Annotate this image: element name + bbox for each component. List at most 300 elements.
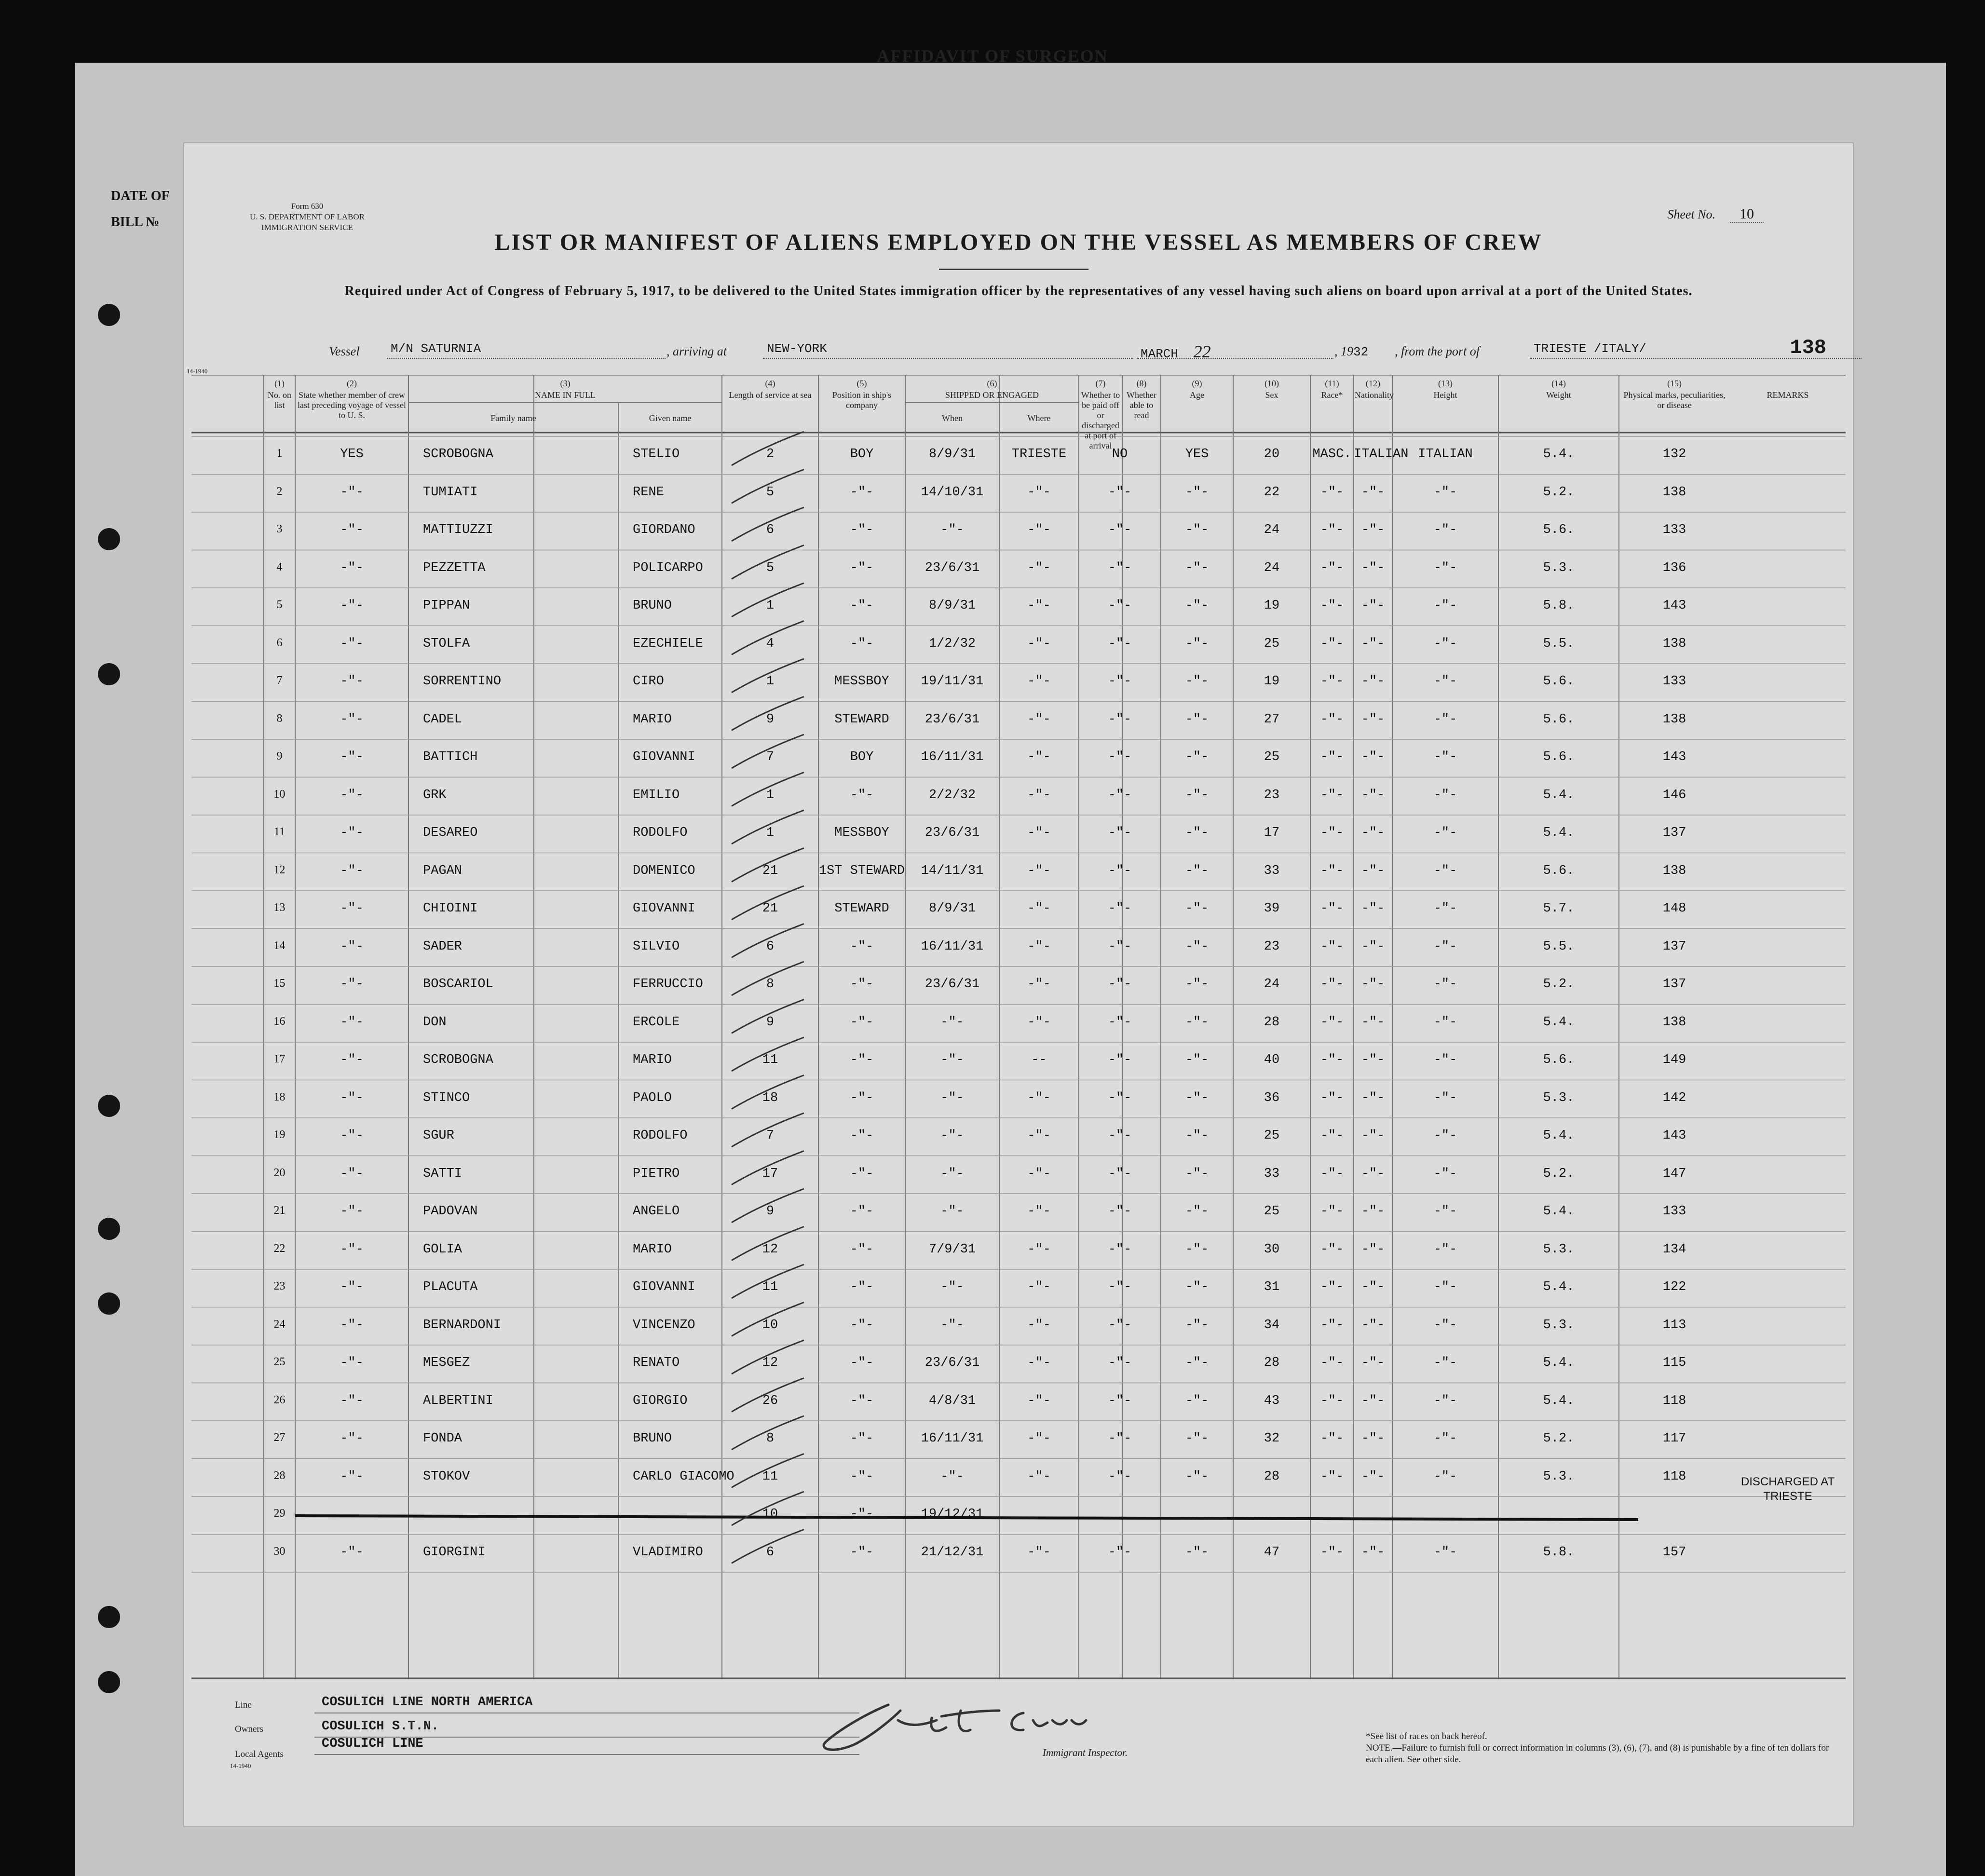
cell-race: -"-: [1361, 788, 1385, 802]
cell-service: 26: [762, 1393, 778, 1408]
cell-position: -"-: [850, 788, 874, 802]
cell-no: 10: [273, 788, 286, 801]
cell-position: -"-: [850, 1318, 874, 1332]
cell-height: 5.2.: [1543, 1166, 1575, 1181]
cell-nationality: -"-: [1433, 1545, 1457, 1560]
cell-given: GIOVANNI: [633, 1280, 695, 1294]
cell-paid: -"-: [1108, 1469, 1132, 1484]
cell-age: 24: [1264, 560, 1280, 575]
sheet-number-label: Sheet No.: [1667, 207, 1715, 221]
cell-prev: -"-: [340, 901, 364, 916]
cell-paid: -"-: [1108, 523, 1132, 537]
cell-read: -"-: [1185, 523, 1209, 537]
cell-race: -"-: [1361, 598, 1385, 613]
cell-family: STOKOV: [423, 1469, 470, 1484]
cell-prev: -"-: [340, 1469, 364, 1484]
cell-service: 9: [766, 1204, 775, 1219]
cell-age: 25: [1264, 1204, 1280, 1219]
column-number: (2): [347, 379, 357, 388]
cell-prev: -"-: [340, 1431, 364, 1446]
cell-paid: -"-: [1108, 826, 1132, 840]
cell-family: CADEL: [423, 712, 462, 727]
cell-age: 34: [1264, 1318, 1280, 1332]
cell-prev: -"-: [340, 674, 364, 689]
cell-given: GIOVANNI: [633, 750, 695, 764]
cell-age: 28: [1264, 1469, 1280, 1484]
cell-sex: -"-: [1320, 1015, 1344, 1030]
sheet-number: [1667, 206, 1764, 222]
form-department: U. S. DEPARTMENT OF LABOR: [250, 212, 365, 221]
cell-age: 19: [1264, 674, 1280, 689]
column-number: (8): [1136, 379, 1147, 388]
cell-paid: -"-: [1108, 636, 1132, 651]
cell-age: 24: [1264, 523, 1280, 537]
column-number: (11): [1325, 379, 1339, 388]
column-header: Physical marks, peculiarities, or disease: [1623, 390, 1726, 410]
arrival-day: 22: [1193, 342, 1211, 361]
cell-given: MARIO: [633, 1242, 672, 1257]
cell-when: -"-: [940, 523, 964, 537]
cell-no: 18: [273, 1090, 286, 1103]
cell-sex: -"-: [1320, 1090, 1344, 1105]
column-number: (4): [765, 379, 775, 388]
cell-read: -"-: [1185, 1469, 1209, 1484]
cell-when: -"-: [940, 1090, 964, 1105]
cell-nationality: -"-: [1433, 901, 1457, 916]
punch-hole: [98, 528, 120, 550]
cell-nationality: -"-: [1433, 1242, 1457, 1257]
stub-bill-label: BILL №: [111, 215, 160, 230]
cell-read: -"-: [1185, 788, 1209, 802]
cell-service: 7: [766, 750, 775, 764]
cell-prev: -"-: [340, 1356, 364, 1370]
cell-read: -"-: [1185, 939, 1209, 954]
column-number: (13): [1438, 379, 1453, 388]
cell-given: DOMENICO: [633, 863, 695, 878]
cell-no: 22: [273, 1242, 286, 1255]
cell-height: 5.3.: [1543, 1242, 1575, 1257]
cell-nationality: -"-: [1433, 1128, 1457, 1143]
cell-paid: -"-: [1108, 1356, 1132, 1370]
cell-where: -"-: [1027, 1015, 1051, 1030]
punch-hole: [98, 1671, 120, 1693]
cell-race: -"-: [1361, 1128, 1385, 1143]
column-header: No. on list: [268, 390, 291, 410]
column-header: State whether member of crew last preceding voyage of vessel to U. S.: [298, 390, 406, 420]
cell-where: -"-: [1027, 674, 1051, 689]
column-number: (15): [1667, 379, 1682, 388]
cell-read: -"-: [1185, 1431, 1209, 1446]
cell-when: 23/6/31: [925, 977, 980, 992]
cell-no: 26: [273, 1393, 286, 1406]
cell-no: 30: [273, 1545, 286, 1558]
cell-height: 5.4.: [1543, 826, 1575, 840]
cell-family: PIPPAN: [423, 598, 470, 613]
cell-paid: -"-: [1108, 1166, 1132, 1181]
form-info: [230, 201, 384, 233]
cell-age: 24: [1264, 977, 1280, 992]
cell-height: 5.2.: [1543, 485, 1575, 500]
footer-code: 14-1940: [230, 1762, 251, 1769]
cell-weight: 136: [1662, 560, 1686, 575]
cell-given: RODOLFO: [633, 826, 688, 840]
cell-age: 23: [1264, 788, 1280, 802]
punch-hole: [98, 1095, 120, 1117]
cell-race: -"-: [1361, 1431, 1385, 1446]
cell-when: -"-: [940, 1280, 964, 1294]
cell-paid: -"-: [1108, 788, 1132, 802]
cell-height: 5.6.: [1543, 863, 1575, 878]
vessel-label: Vessel: [329, 344, 360, 358]
cell-sex: -"-: [1320, 636, 1344, 651]
cell-where: -"-: [1027, 939, 1051, 954]
cell-nationality: -"-: [1433, 636, 1457, 651]
cell-service: 17: [762, 1166, 778, 1181]
cell-family: SCROBOGNA: [423, 447, 493, 462]
punch-hole: [98, 1218, 120, 1240]
cell-sex: -"-: [1320, 939, 1344, 954]
cell-race: -"-: [1361, 485, 1385, 500]
cell-family: PAGAN: [423, 863, 462, 878]
cell-paid: -"-: [1108, 1015, 1132, 1030]
cell-race: -"-: [1361, 1356, 1385, 1370]
form-number: Form 630: [291, 202, 324, 211]
cell-service: 1: [766, 674, 775, 689]
cell-read: -"-: [1185, 1393, 1209, 1408]
agents-label: Local Agents: [235, 1749, 284, 1759]
cell-race: -"-: [1361, 901, 1385, 916]
cell-given: PIETRO: [633, 1166, 680, 1181]
cell-no: 23: [273, 1280, 286, 1292]
cell-family: ALBERTINI: [423, 1393, 493, 1408]
cell-when: 7/9/31: [928, 1242, 976, 1257]
cell-where: -"-: [1027, 560, 1051, 575]
cell-where: -"-: [1027, 523, 1051, 537]
cell-weight: 143: [1662, 750, 1686, 764]
cell-position: BOY: [850, 447, 874, 462]
cell-paid: -"-: [1108, 1204, 1132, 1219]
cell-read: -"-: [1185, 1545, 1209, 1560]
cell-paid: -"-: [1108, 1128, 1132, 1143]
cell-where: -"-: [1027, 750, 1051, 764]
cell-prev: -"-: [340, 750, 364, 764]
cell-height: 5.4.: [1543, 1280, 1575, 1294]
column-header: Whether to be paid off or discharged at port of arrival: [1081, 390, 1120, 450]
cell-race: -"-: [1361, 636, 1385, 651]
cell-race: -"-: [1361, 863, 1385, 878]
cell-where: -"-: [1027, 598, 1051, 613]
cell-paid: -"-: [1108, 1280, 1132, 1294]
cell-height: 5.6.: [1543, 523, 1575, 537]
cell-family: MATTIUZZI: [423, 523, 493, 537]
cell-age: 33: [1264, 863, 1280, 878]
cell-sex: -"-: [1320, 1204, 1344, 1219]
cell-weight: 118: [1662, 1469, 1686, 1484]
cell-height: 5.8.: [1543, 598, 1575, 613]
cell-sex: -"-: [1320, 674, 1344, 689]
cell-prev: -"-: [340, 939, 364, 954]
cell-prev: -"-: [340, 523, 364, 537]
cell-position: -"-: [850, 636, 874, 651]
affidavit-heading: AFFIDAVIT OF SURGEON: [877, 46, 1108, 66]
cell-when: 8/9/31: [928, 598, 976, 613]
cell-service: 11: [762, 1469, 778, 1484]
column-number: (6): [987, 379, 997, 388]
cell-height: 5.4.: [1543, 447, 1575, 462]
column-header: Length of service at sea: [729, 390, 812, 400]
cell-given: PAOLO: [633, 1090, 672, 1105]
cell-race: -"-: [1361, 826, 1385, 840]
cell-where: --: [1031, 1053, 1047, 1067]
cell-height: 5.6.: [1543, 1053, 1575, 1067]
cell-where: -"-: [1027, 636, 1051, 651]
cell-no: 12: [273, 863, 286, 876]
cell-when: 23/6/31: [925, 826, 980, 840]
cell-paid: -"-: [1108, 1545, 1132, 1560]
cell-given: CARLO GIACOMO: [633, 1469, 734, 1484]
cell-where: -"-: [1027, 1280, 1051, 1294]
cell-age: 28: [1264, 1015, 1280, 1030]
cell-height: 5.8.: [1543, 1545, 1575, 1560]
owners-label: Owners: [235, 1724, 264, 1734]
cell-nationality: -"-: [1433, 1053, 1457, 1067]
cell-where: -"-: [1027, 1356, 1051, 1370]
cell-prev: -"-: [340, 977, 364, 992]
cell-weight: 149: [1662, 1053, 1686, 1067]
cell-family: SADER: [423, 939, 462, 954]
page-number: 138: [1790, 336, 1826, 359]
cell-race: -"-: [1361, 1015, 1385, 1030]
cell-service: 8: [766, 1431, 775, 1446]
cell-service: 6: [766, 523, 775, 537]
cell-where: -"-: [1027, 1166, 1051, 1181]
cell-when: -"-: [940, 1469, 964, 1484]
arriving-label: , arriving at: [666, 344, 727, 358]
cell-service: 6: [766, 1545, 775, 1560]
cell-where: -"-: [1027, 788, 1051, 802]
punch-hole: [98, 1292, 120, 1315]
cell-race: -"-: [1361, 1393, 1385, 1408]
cell-remarks: DISCHARGED AT TRIESTE: [1740, 1475, 1835, 1503]
cell-position: -"-: [850, 1242, 874, 1257]
cell-position: 1ST STEWARD: [818, 863, 905, 878]
year-label: [1334, 344, 1368, 359]
cell-read: -"-: [1185, 712, 1209, 727]
cell-where: -"-: [1027, 901, 1051, 916]
cell-sex: -"-: [1320, 750, 1344, 764]
cell-weight: 143: [1662, 598, 1686, 613]
cell-read: -"-: [1185, 826, 1209, 840]
cell-given: GIORGIO: [633, 1393, 688, 1408]
cell-weight: 148: [1662, 901, 1686, 916]
cell-service: 18: [762, 1090, 778, 1105]
cell-given: BRUNO: [633, 1431, 672, 1446]
cell-service: 1: [766, 826, 775, 840]
cell-paid: -"-: [1108, 901, 1132, 916]
year-prefix: , 19: [1334, 344, 1353, 358]
cell-race: -"-: [1361, 939, 1385, 954]
cell-read: YES: [1185, 447, 1209, 462]
cell-nationality: -"-: [1433, 674, 1457, 689]
cell-nationality: -"-: [1433, 1356, 1457, 1370]
cell-nationality: -"-: [1433, 939, 1457, 954]
column-subheader: Given name: [649, 413, 692, 423]
cell-weight: 115: [1662, 1356, 1686, 1370]
cell-race: -"-: [1361, 1280, 1385, 1294]
cell-no: 27: [273, 1431, 286, 1444]
cell-nationality: -"-: [1433, 750, 1457, 764]
cell-prev: -"-: [340, 1053, 364, 1067]
line-label: Line: [235, 1700, 252, 1710]
cell-prev: -"-: [340, 636, 364, 651]
cell-family: PEZZETTA: [423, 560, 486, 575]
cell-position: -"-: [850, 1166, 874, 1181]
cell-given: VLADIMIRO: [633, 1545, 703, 1560]
vessel-name: M/N SATURNIA: [387, 341, 666, 359]
column-header: Weight: [1546, 390, 1571, 400]
cell-age: 25: [1264, 636, 1280, 651]
cell-prev: -"-: [340, 598, 364, 613]
cell-given: EMILIO: [633, 788, 680, 802]
cell-when: 23/6/31: [925, 712, 980, 727]
cell-nationality: -"-: [1433, 1431, 1457, 1446]
cell-weight: 147: [1662, 1166, 1686, 1181]
cell-paid: -"-: [1108, 1431, 1132, 1446]
cell-given: CIRO: [633, 674, 664, 689]
cell-where: -"-: [1027, 1090, 1051, 1105]
cell-paid: -"-: [1108, 1090, 1132, 1105]
cell-age: 28: [1264, 1356, 1280, 1370]
cell-race: -"-: [1361, 523, 1385, 537]
cell-read: -"-: [1185, 1242, 1209, 1257]
column-number: (7): [1095, 379, 1106, 388]
cell-height: 5.5.: [1543, 636, 1575, 651]
cell-age: 27: [1264, 712, 1280, 727]
cell-family: SATTI: [423, 1166, 462, 1181]
cell-nationality: -"-: [1433, 1280, 1457, 1294]
sheet-number-value: 10: [1730, 206, 1764, 223]
column-header: Age: [1190, 390, 1204, 400]
column-number: (12): [1366, 379, 1380, 388]
cell-weight: 146: [1662, 788, 1686, 802]
arrival-port: NEW-YORK: [763, 341, 1133, 359]
punch-hole: [98, 304, 120, 326]
cell-given: ERCOLE: [633, 1015, 680, 1030]
arrival-month: MARCH: [1141, 347, 1179, 361]
cell-family: PADOVAN: [423, 1204, 478, 1219]
column-header: Position in ship's company: [832, 390, 892, 410]
cell-read: -"-: [1185, 1090, 1209, 1105]
cell-weight: 122: [1662, 1280, 1686, 1294]
cell-given: STELIO: [633, 447, 680, 462]
cell-read: -"-: [1185, 636, 1209, 651]
cell-position: -"-: [850, 1090, 874, 1105]
cell-sex: -"-: [1320, 1356, 1344, 1370]
cell-race: ITALIAN: [1354, 447, 1409, 462]
cell-read: -"-: [1185, 1280, 1209, 1294]
cell-family: GOLIA: [423, 1242, 462, 1257]
cell-sex: -"-: [1320, 901, 1344, 916]
cell-family: STOLFA: [423, 636, 470, 651]
cell-sex: -"-: [1320, 560, 1344, 575]
crew-table: [191, 375, 1846, 1679]
cell-weight: 142: [1662, 1090, 1686, 1105]
cell-where: TRIESTE: [1011, 447, 1067, 462]
cell-height: 5.4.: [1543, 1128, 1575, 1143]
cell-read: -"-: [1185, 750, 1209, 764]
cell-family: SGUR: [423, 1128, 454, 1143]
cell-read: -"-: [1185, 1318, 1209, 1332]
cell-where: -"-: [1027, 863, 1051, 878]
cell-prev: -"-: [340, 1128, 364, 1143]
cell-where: -"-: [1027, 485, 1051, 500]
cell-service: 10: [762, 1318, 778, 1332]
footer-notes: [1366, 1731, 1834, 1766]
cell-prev: -"-: [340, 1015, 364, 1030]
manifest-sheet: [183, 142, 1854, 1827]
cell-given: VINCENZO: [633, 1318, 695, 1332]
cell-nationality: -"-: [1433, 1090, 1457, 1105]
column-subheader: Where: [1027, 413, 1051, 423]
cell-read: -"-: [1185, 560, 1209, 575]
cell-sex: -"-: [1320, 1469, 1344, 1484]
cell-height: 5.3.: [1543, 560, 1575, 575]
cell-age: 47: [1264, 1545, 1280, 1560]
cell-age: 22: [1264, 485, 1280, 500]
cell-position: -"-: [850, 1053, 874, 1067]
cell-service: 6: [766, 939, 775, 954]
cell-weight: 134: [1662, 1242, 1686, 1257]
cell-given: BRUNO: [633, 598, 672, 613]
cell-read: -"-: [1185, 674, 1209, 689]
cell-prev: -"-: [340, 1204, 364, 1219]
cell-age: 36: [1264, 1090, 1280, 1105]
cell-position: -"-: [850, 1469, 874, 1484]
cell-when: 21/12/31: [921, 1545, 984, 1560]
agents-value: COSULICH LINE: [322, 1737, 423, 1751]
cell-no: 9: [276, 750, 283, 762]
cell-weight: 133: [1662, 674, 1686, 689]
cell-family: SCROBOGNA: [423, 1053, 493, 1067]
cell-when: 2/2/32: [928, 788, 976, 802]
cell-service: 1: [766, 598, 775, 613]
cell-given: EZECHIELE: [633, 636, 703, 651]
cell-paid: -"-: [1108, 1242, 1132, 1257]
cell-age: 17: [1264, 826, 1280, 840]
cell-age: 43: [1264, 1393, 1280, 1408]
cell-prev: -"-: [340, 1242, 364, 1257]
cell-position: MESSBOY: [834, 674, 889, 689]
voyage-line: [184, 339, 1853, 363]
cell-height: 5.4.: [1543, 1204, 1575, 1219]
cell-sex: -"-: [1320, 485, 1344, 500]
cell-position: -"-: [850, 1393, 874, 1408]
cell-paid: NO: [1112, 447, 1128, 462]
cell-weight: 133: [1662, 523, 1686, 537]
cell-age: 25: [1264, 750, 1280, 764]
cell-service: 5: [766, 485, 775, 500]
cell-sex: -"-: [1320, 1280, 1344, 1294]
cell-nationality: -"-: [1433, 788, 1457, 802]
cell-nationality: -"-: [1433, 1469, 1457, 1484]
cell-race: -"-: [1361, 712, 1385, 727]
cell-age: 19: [1264, 598, 1280, 613]
cell-when: 14/10/31: [921, 485, 984, 500]
cell-race: -"-: [1361, 1053, 1385, 1067]
cell-service: 12: [762, 1242, 778, 1257]
cell-family: GIORGINI: [423, 1545, 486, 1560]
cell-service: 4: [766, 636, 775, 651]
